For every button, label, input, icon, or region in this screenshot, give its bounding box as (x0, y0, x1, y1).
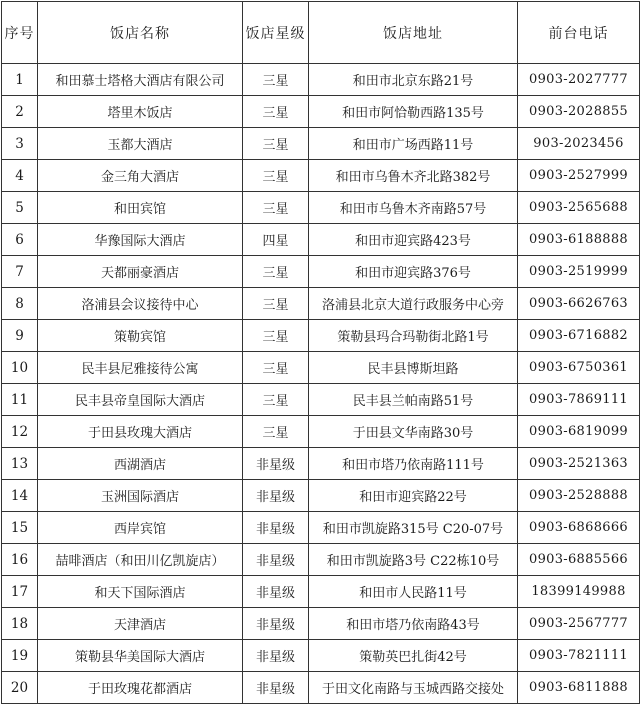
cell-no: 17 (2, 576, 38, 608)
cell-no: 10 (2, 352, 38, 384)
cell-phone: 0903-2027777 (518, 64, 640, 96)
cell-name: 民丰县尼雅接待公寓 (38, 352, 243, 384)
cell-star: 非星级 (243, 544, 309, 576)
cell-star: 三星 (243, 352, 309, 384)
cell-star: 三星 (243, 288, 309, 320)
table-row (2, 288, 640, 320)
cell-phone: 0903-2528888 (518, 480, 640, 512)
cell-no: 8 (2, 288, 38, 320)
cell-address: 和田市迎宾路376号 (309, 256, 518, 288)
cell-address: 和田市北京东路21号 (309, 64, 518, 96)
cell-name: 策勒县华美国际大酒店 (38, 640, 243, 672)
cell-no: 14 (2, 480, 38, 512)
cell-phone: 0903-2567777 (518, 608, 640, 640)
table-row (2, 192, 640, 224)
cell-star: 三星 (243, 160, 309, 192)
table-row (2, 384, 640, 416)
cell-name: 天津酒店 (38, 608, 243, 640)
cell-star: 三星 (243, 320, 309, 352)
cell-no: 5 (2, 192, 38, 224)
cell-star: 三星 (243, 384, 309, 416)
cell-no: 7 (2, 256, 38, 288)
cell-star: 三星 (243, 416, 309, 448)
table-row (2, 640, 640, 672)
cell-star: 非星级 (243, 576, 309, 608)
cell-phone: 0903-7869111 (518, 384, 640, 416)
cell-address: 和田市迎宾路22号 (309, 480, 518, 512)
header-star: 饭店星级 (243, 2, 309, 64)
table-row (2, 160, 640, 192)
table-row (2, 608, 640, 640)
cell-star: 非星级 (243, 448, 309, 480)
header-phone: 前台电话 (518, 2, 640, 64)
cell-phone: 0903-6885566 (518, 544, 640, 576)
cell-no: 15 (2, 512, 38, 544)
cell-no: 16 (2, 544, 38, 576)
cell-name: 策勒宾馆 (38, 320, 243, 352)
cell-address: 和田市迎宾路423号 (309, 224, 518, 256)
cell-address: 和田市乌鲁木齐南路57号 (309, 192, 518, 224)
cell-star: 三星 (243, 256, 309, 288)
cell-name: 洛浦县会议接待中心 (38, 288, 243, 320)
cell-name: 和天下国际酒店 (38, 576, 243, 608)
table-row (2, 64, 640, 96)
cell-name: 玉洲国际酒店 (38, 480, 243, 512)
header-row (2, 2, 640, 64)
cell-star: 非星级 (243, 672, 309, 704)
cell-star: 非星级 (243, 480, 309, 512)
cell-address: 和田市塔乃依南路43号 (309, 608, 518, 640)
cell-no: 3 (2, 128, 38, 160)
cell-no: 4 (2, 160, 38, 192)
cell-star: 非星级 (243, 512, 309, 544)
header-address: 饭店地址 (309, 2, 518, 64)
cell-no: 13 (2, 448, 38, 480)
cell-name: 西岸宾馆 (38, 512, 243, 544)
cell-no: 2 (2, 96, 38, 128)
cell-phone: 0903-6188888 (518, 224, 640, 256)
cell-star: 四星 (243, 224, 309, 256)
cell-no: 1 (2, 64, 38, 96)
cell-phone: 0903-6811888 (518, 672, 640, 704)
cell-address: 和田市凯旋路315号 C20-07号 (309, 512, 518, 544)
cell-name: 西湖酒店 (38, 448, 243, 480)
cell-address: 于田县文华南路30号 (309, 416, 518, 448)
cell-name: 和田慕士塔格大酒店有限公司 (38, 64, 243, 96)
cell-name: 华豫国际大酒店 (38, 224, 243, 256)
table-row (2, 96, 640, 128)
table-row (2, 320, 640, 352)
cell-name: 民丰县帝皇国际大酒店 (38, 384, 243, 416)
cell-phone: 0903-6750361 (518, 352, 640, 384)
hotel-rows (2, 64, 640, 704)
table-row (2, 256, 640, 288)
table-row (2, 576, 640, 608)
cell-name: 玉都大酒店 (38, 128, 243, 160)
header-name: 饭店名称 (38, 2, 243, 64)
table-row (2, 512, 640, 544)
cell-address: 策勒县玛合玛勒街北路1号 (309, 320, 518, 352)
cell-no: 11 (2, 384, 38, 416)
cell-address: 和田市广场西路11号 (309, 128, 518, 160)
cell-no: 20 (2, 672, 38, 704)
cell-phone: 0903-2028855 (518, 96, 640, 128)
cell-phone: 0903-6626763 (518, 288, 640, 320)
cell-address: 和田市塔乃依南路111号 (309, 448, 518, 480)
cell-name: 喆啡酒店（和田川亿凯旋店） (38, 544, 243, 576)
cell-address: 洛浦县北京大道行政服务中心旁 (309, 288, 518, 320)
table-row (2, 480, 640, 512)
cell-no: 6 (2, 224, 38, 256)
hotel-table (1, 1, 640, 704)
table-row (2, 416, 640, 448)
cell-phone: 0903-2565688 (518, 192, 640, 224)
cell-name: 金三角大酒店 (38, 160, 243, 192)
cell-no: 19 (2, 640, 38, 672)
table-row (2, 224, 640, 256)
cell-star: 三星 (243, 96, 309, 128)
table-row (2, 544, 640, 576)
cell-phone: 0903-6868666 (518, 512, 640, 544)
table-row (2, 352, 640, 384)
cell-address: 和田市乌鲁木齐北路382号 (309, 160, 518, 192)
header-no: 序号 (2, 2, 38, 64)
cell-phone: 0903-2519999 (518, 256, 640, 288)
cell-address: 策勒英巴扎街42号 (309, 640, 518, 672)
cell-phone: 0903-6716882 (518, 320, 640, 352)
cell-star: 非星级 (243, 640, 309, 672)
cell-no: 12 (2, 416, 38, 448)
cell-phone: 0903-7821111 (518, 640, 640, 672)
cell-no: 18 (2, 608, 38, 640)
cell-name: 塔里木饭店 (38, 96, 243, 128)
cell-star: 三星 (243, 192, 309, 224)
cell-name: 于田县玫瑰大酒店 (38, 416, 243, 448)
cell-star: 非星级 (243, 608, 309, 640)
cell-star: 三星 (243, 64, 309, 96)
cell-address: 于田文化南路与玉城西路交接处 (309, 672, 518, 704)
cell-phone: 0903-2527999 (518, 160, 640, 192)
cell-address: 和田市阿恰勒西路135号 (309, 96, 518, 128)
cell-address: 民丰县兰帕南路51号 (309, 384, 518, 416)
cell-no: 9 (2, 320, 38, 352)
table-row (2, 448, 640, 480)
cell-phone: 0903-2521363 (518, 448, 640, 480)
cell-phone: 0903-6819099 (518, 416, 640, 448)
cell-phone: 903-2023456 (518, 128, 640, 160)
table-row (2, 128, 640, 160)
cell-name: 和田宾馆 (38, 192, 243, 224)
cell-address: 和田市人民路11号 (309, 576, 518, 608)
cell-name: 天都丽豪酒店 (38, 256, 243, 288)
cell-address: 民丰县博斯坦路 (309, 352, 518, 384)
cell-star: 三星 (243, 128, 309, 160)
cell-phone: 18399149988 (518, 576, 640, 608)
cell-address: 和田市凯旋路3号 C22栋10号 (309, 544, 518, 576)
table-row (2, 672, 640, 704)
cell-name: 于田玫瑰花都酒店 (38, 672, 243, 704)
